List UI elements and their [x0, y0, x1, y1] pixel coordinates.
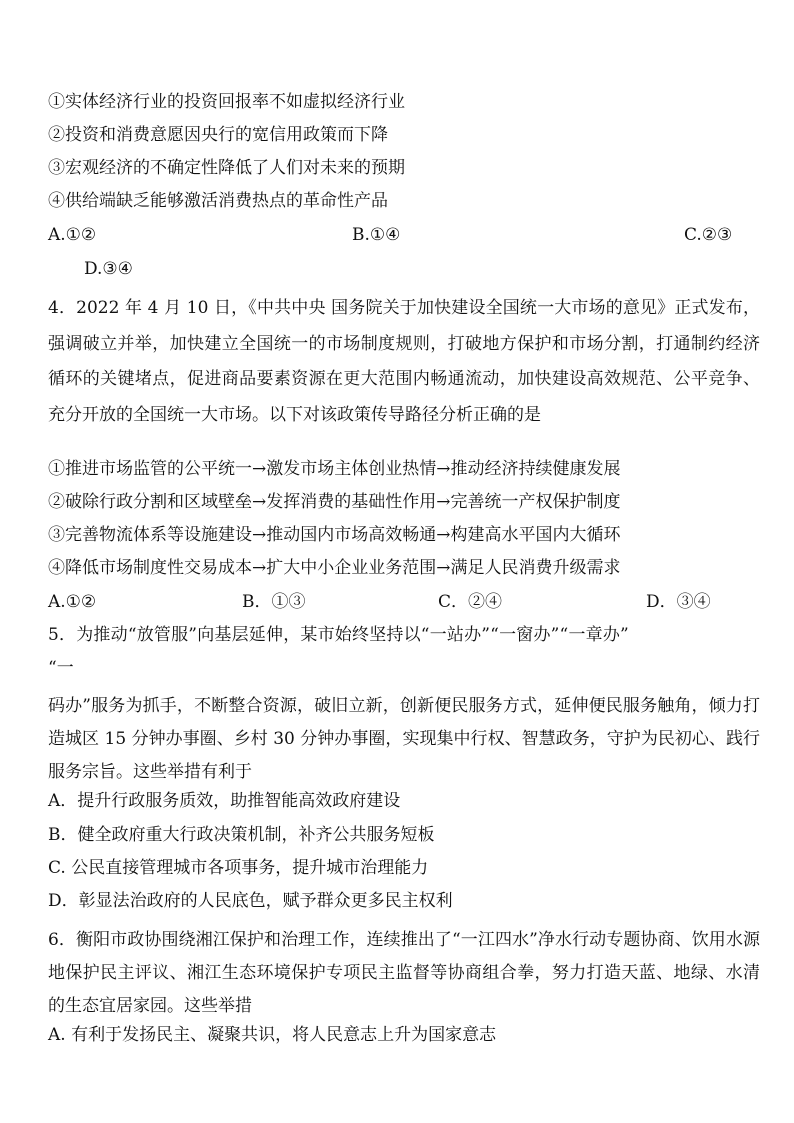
q4-option-b: B．①③: [242, 592, 306, 612]
q5-option-d: D．彰显法治政府的人民底色，赋予群众更多民主权利: [48, 891, 453, 911]
q3-item-2: ②投资和消费意愿因央行的宽信用政策而下降: [48, 125, 388, 145]
q3-option-d: D.③④: [84, 259, 133, 279]
q5-stem-rest: 码办”服务为抓手，不断整合资源，破旧立新，创新便民服务方式，延伸便民服务触角，倾力打造城区 15 分钟办事圈、乡村 30 分钟办事圈，实现集中行权、智慧政务，守护为民初心、践行服务宗旨。这些举措有利于: [48, 696, 760, 782]
q4-item-2: ②破除行政分割和区域壁垒→发挥消费的基础性作用→完善统一产权保护制度: [48, 492, 621, 512]
q5-stem-line1: 5．为推动“放管服”向基层延伸，某市始终坚持以“一站办”“一窗办”“一章办”: [48, 625, 629, 645]
q5-stem-line2: “一: [48, 658, 74, 678]
q4-item-3: ③完善物流体系等设施建设→推动国内市场高效畅通→构建高水平国内大循环: [48, 525, 621, 545]
q4-options: [48, 591, 778, 613]
q4-option-c: C．②④: [438, 592, 503, 612]
q4-item-4: ④降低市场制度性交易成本→扩大中小企业业务范围→满足人民消费升级需求: [48, 558, 621, 578]
q4-option-a: A.①②: [48, 592, 97, 612]
q3-option-b: B.①④: [352, 225, 401, 245]
q5-option-b: B．健全政府重大行政决策机制，补齐公共服务短板: [48, 825, 435, 845]
q6-option-a: A. 有利于发扬民主、凝聚共识，将人民意志上升为国家意志: [48, 1025, 497, 1045]
q3-item-3: ③宏观经济的不确定性降低了人们对未来的预期: [48, 158, 405, 178]
q3-option-a: A.①②: [48, 225, 97, 245]
q3-options: [48, 224, 778, 246]
q6-stem: 6．衡阳市政协围绕湘江保护和治理工作，连续推出了“一江四水”净水行动专题协商、饮用水源地保护民主评议、湘江生态环境保护专项民主监督等协商组合拳，努力打造天蓝、地绿、水清的生态宜居家园。这些举措: [48, 930, 760, 1016]
q4-option-d: D．③④: [646, 592, 711, 612]
q4-item-1: ①推进市场监管的公平统一→激发市场主体创业热情→推动经济持续健康发展: [48, 459, 621, 479]
q3-item-4: ④供给端缺乏能够激活消费热点的革命性产品: [48, 191, 388, 211]
q5-option-c: C. 公民直接管理城市各项事务，提升城市治理能力: [48, 858, 429, 878]
q3-item-1: ①实体经济行业的投资回报率不如虚拟经济行业: [48, 92, 405, 112]
q3-options-row2: [84, 258, 284, 280]
q4-stem: 4．2022 年 4 月 10 日，《中共中央 国务院关于加快建设全国统一大市场的意见》正式发布，强调破立并举，加快建立全国统一的市场制度规则，打破地方保护和市场分割，打通制约经济循环的关键堵点，促进商品要素资源在更大范围内畅通流动，加快建设高效规范、公平竞争、充分开放的全国统一大市场。以下对该政策传导路径分析正确的是: [48, 298, 760, 425]
q3-option-c: C.②③: [684, 225, 733, 245]
q5-option-a: A．提升行政服务质效，助推智能高效政府建设: [48, 791, 401, 811]
